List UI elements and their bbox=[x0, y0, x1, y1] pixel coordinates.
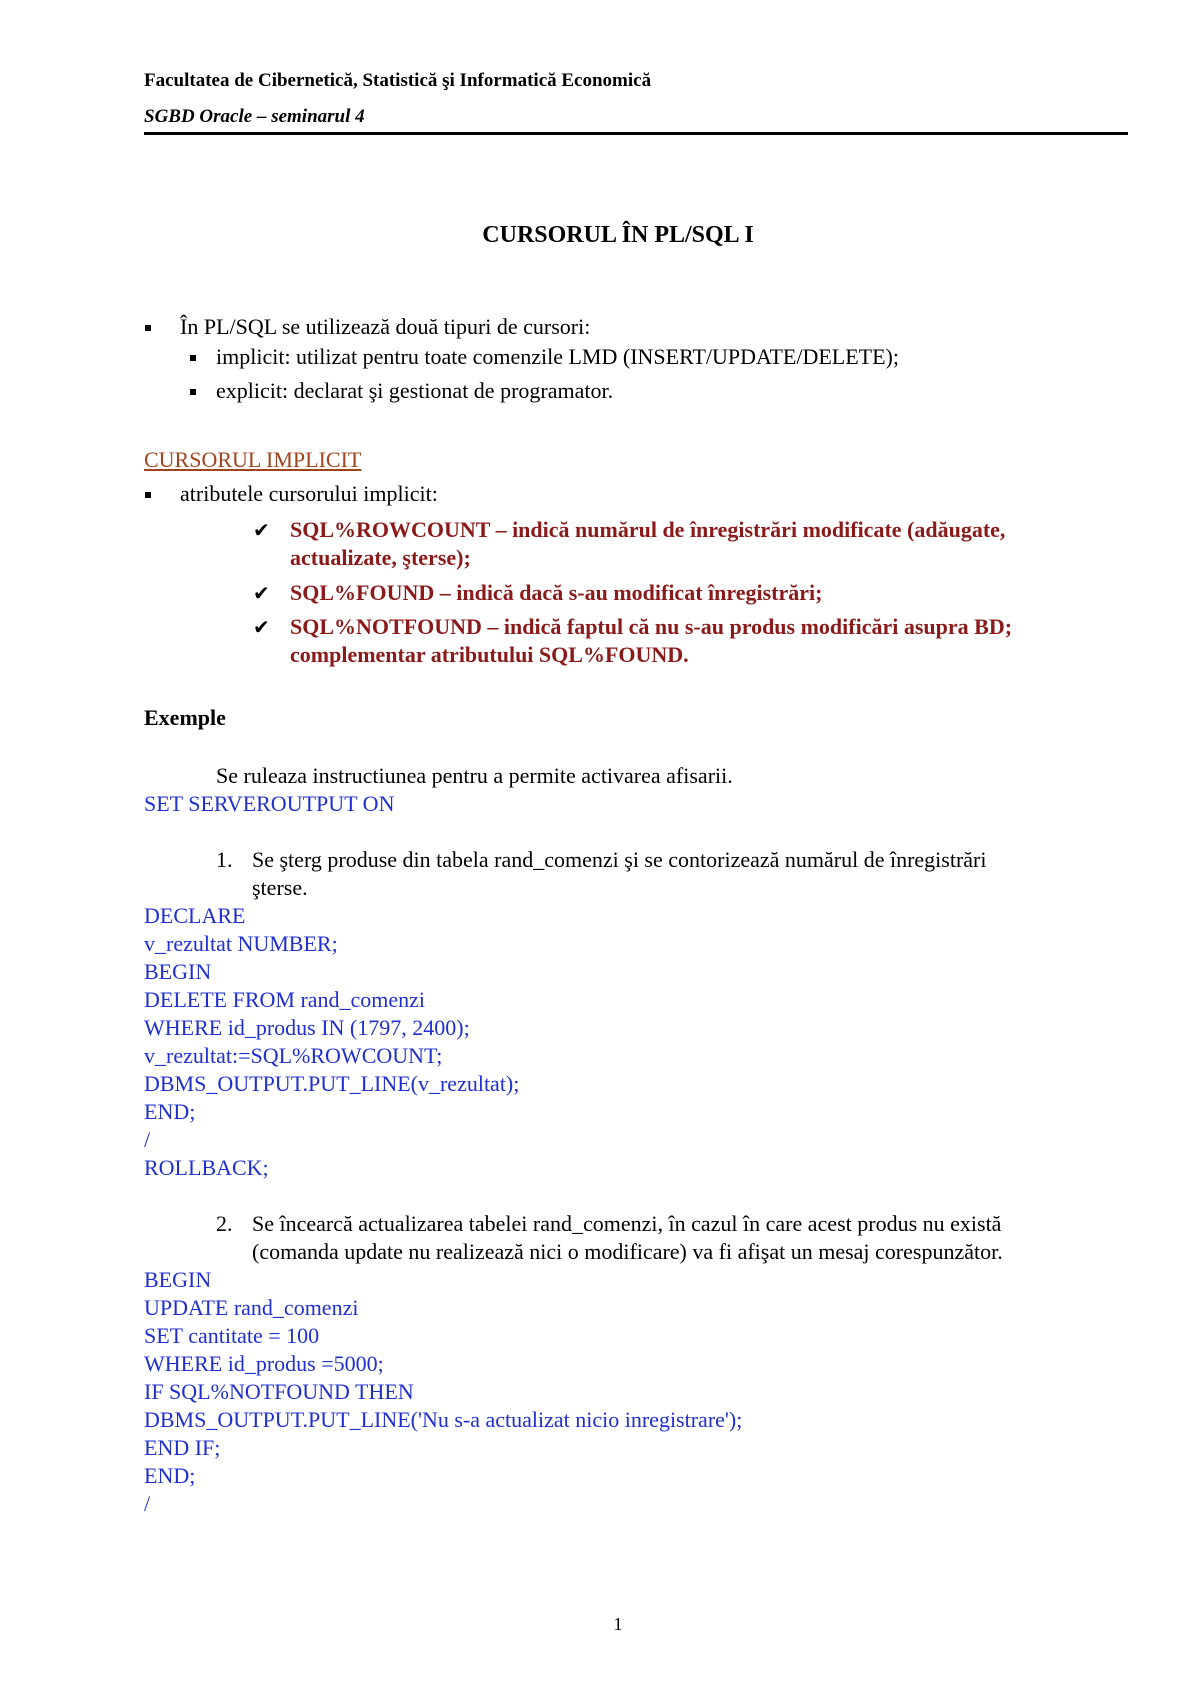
code-serveroutput: SET SERVEROUTPUT ON bbox=[144, 791, 395, 816]
header-faculty: Facultatea de Cibernetică, Statistică şi Informatică Economică bbox=[144, 70, 652, 91]
examples-heading: Exemple bbox=[144, 705, 226, 730]
implicit-attributes-intro: atributele cursorului implicit: bbox=[180, 481, 438, 506]
code-line: / bbox=[144, 1491, 151, 1516]
checkmark-icon: ✔ bbox=[253, 518, 270, 542]
code-line: DBMS_OUTPUT.PUT_LINE('Nu s-a actualizat nicio inregistrare'); bbox=[144, 1407, 743, 1432]
bullet-icon bbox=[190, 389, 196, 395]
example-2-text-line2: (comanda update nu realizează nici o modificare) va fi afişat un mesaj corespunzător. bbox=[252, 1239, 1003, 1264]
attribute-notfound-line1: SQL%NOTFOUND – indică faptul că nu s-au produs modificări asupra BD; bbox=[290, 614, 1013, 639]
example-1-text-line1: Se şterg produse din tabela rand_comenzi şi se contorizează numărul de înregistrări bbox=[252, 847, 987, 872]
code-line: DELETE FROM rand_comenzi bbox=[144, 987, 426, 1012]
code-line: SET cantitate = 100 bbox=[144, 1323, 320, 1348]
code-line: v_rezultat NUMBER; bbox=[144, 931, 338, 956]
intro-item-explicit: explicit: declarat şi gestionat de programator. bbox=[216, 378, 614, 403]
attribute-rowcount-line1: SQL%ROWCOUNT – indică numărul de înregistrări modificate (adăugate, bbox=[290, 517, 1006, 542]
code-line: WHERE id_produs =5000; bbox=[144, 1351, 384, 1376]
intro-item-implicit: implicit: utilizat pentru toate comenzile LMD (INSERT/UPDATE/DELETE); bbox=[216, 344, 899, 369]
code-line: WHERE id_produs IN (1797, 2400); bbox=[144, 1015, 470, 1040]
header-course: SGBD Oracle – seminarul 4 bbox=[144, 106, 365, 127]
code-line: DECLARE bbox=[144, 903, 246, 928]
code-line: / bbox=[144, 1127, 151, 1152]
example-1-number: 1. bbox=[216, 847, 233, 872]
code-line: DBMS_OUTPUT.PUT_LINE(v_rezultat); bbox=[144, 1071, 520, 1096]
code-line: BEGIN bbox=[144, 959, 212, 984]
bullet-icon bbox=[190, 355, 196, 361]
checkmark-icon: ✔ bbox=[253, 581, 270, 605]
example-1-text-line2: şterse. bbox=[252, 875, 308, 900]
code-line: BEGIN bbox=[144, 1267, 212, 1292]
page-title: CURSORUL ÎN PL/SQL I bbox=[482, 222, 754, 248]
code-line: ROLLBACK; bbox=[144, 1155, 269, 1180]
header-divider bbox=[144, 132, 1128, 135]
attribute-found: SQL%FOUND – indică dacă s-au modificat înregistrări; bbox=[290, 580, 823, 605]
code-line: v_rezultat:=SQL%ROWCOUNT; bbox=[144, 1043, 443, 1068]
code-line: END; bbox=[144, 1099, 196, 1124]
attribute-notfound-line2: complementar atributului SQL%FOUND. bbox=[290, 642, 689, 667]
page-number: 1 bbox=[613, 1614, 623, 1634]
checkmark-icon: ✔ bbox=[253, 615, 270, 639]
code-line: IF SQL%NOTFOUND THEN bbox=[144, 1379, 414, 1404]
attribute-rowcount-line2: actualizate, şterse); bbox=[290, 545, 471, 570]
code-line: END IF; bbox=[144, 1435, 221, 1460]
examples-intro: Se ruleaza instructiunea pentru a permite activarea afisarii. bbox=[216, 763, 733, 788]
code-line: END; bbox=[144, 1463, 196, 1488]
section-heading-implicit: CURSORUL IMPLICIT bbox=[144, 447, 362, 472]
intro-text: În PL/SQL se utilizează două tipuri de cursori: bbox=[180, 314, 591, 339]
bullet-icon bbox=[145, 325, 151, 331]
bullet-icon bbox=[145, 492, 151, 498]
example-2-number: 2. bbox=[216, 1211, 233, 1236]
example-2-text-line1: Se încearcă actualizarea tabelei rand_comenzi, în cazul în care acest produs nu există bbox=[252, 1211, 1002, 1236]
code-line: UPDATE rand_comenzi bbox=[144, 1295, 359, 1320]
